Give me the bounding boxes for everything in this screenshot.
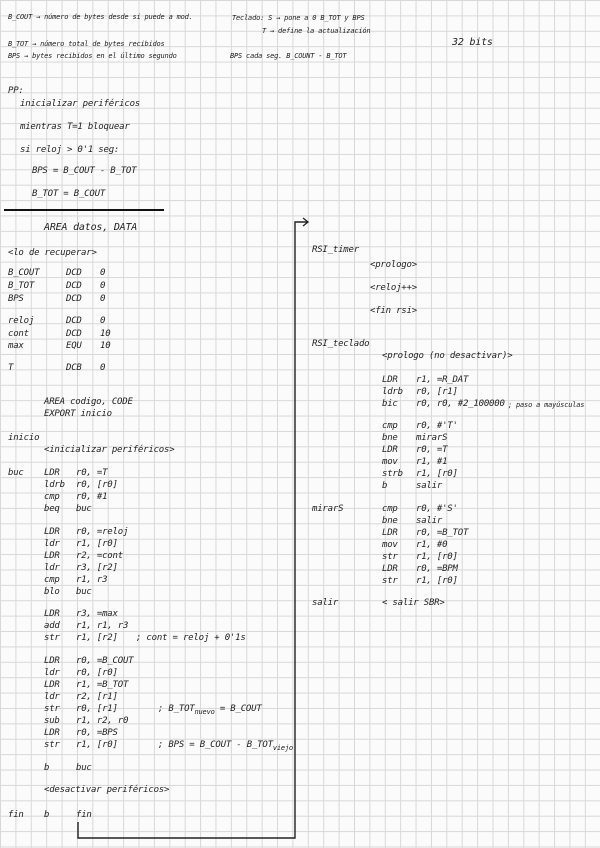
comment-btot-sub: nuevo bbox=[194, 707, 215, 716]
kbd-args: r0, =B_TOT bbox=[416, 528, 469, 538]
comment-bps-main: ; BPS = B_COUT - B_TOT bbox=[158, 740, 273, 750]
data-op: DCD bbox=[66, 329, 82, 339]
comment-bps-sub: viejo bbox=[272, 743, 293, 752]
code-args: r1, r1, r3 bbox=[76, 621, 129, 631]
buc-label: buc bbox=[8, 468, 24, 478]
kbd-args: r1, #0 bbox=[416, 540, 448, 550]
code-args: r1, [r0] bbox=[76, 539, 118, 549]
kbd-op: bic bbox=[382, 399, 398, 409]
salir-label: salir bbox=[312, 598, 339, 608]
data-area-header: AREA datos, DATA bbox=[44, 222, 138, 233]
code-op: blo bbox=[44, 587, 60, 597]
code-area-header: AREA codigo, CODE bbox=[44, 397, 133, 407]
code-args: r0, [r1] bbox=[76, 704, 118, 714]
code-args: r2, =cont bbox=[76, 551, 123, 561]
fin-op: b bbox=[44, 810, 50, 820]
desactivar-peripherals: <desactivar periféricos> bbox=[44, 785, 170, 795]
note-b-tot: B_TOT → número total de bytes recibidos bbox=[8, 40, 165, 48]
kbd-args: r1, [r0] bbox=[416, 552, 458, 562]
kbd-op: LDR bbox=[382, 564, 398, 574]
kbd-op: bne bbox=[382, 433, 398, 443]
rsi-timer-line: <reloj++> bbox=[370, 283, 417, 293]
code-op: str bbox=[44, 740, 60, 750]
code-op: add bbox=[44, 621, 60, 631]
pp-label: PP: bbox=[8, 86, 24, 96]
kbd-op: LDR bbox=[382, 445, 398, 455]
fin-label: fin bbox=[8, 810, 24, 820]
note-teclado-s: Teclado: S → pone a 0 B_TOT y BPS bbox=[232, 14, 365, 22]
code-op: beq bbox=[44, 504, 60, 514]
code-op: cmp bbox=[44, 575, 60, 585]
data-op: EQU bbox=[66, 341, 82, 351]
data-op: DCD bbox=[66, 294, 82, 304]
code-op: LDR bbox=[44, 680, 60, 690]
data-op: DCD bbox=[66, 281, 82, 291]
kbd-args: r1, =R_DAT bbox=[416, 375, 469, 385]
code-args: buc bbox=[76, 763, 92, 773]
data-val: 0 bbox=[100, 281, 106, 291]
data-val: 0 bbox=[100, 294, 106, 304]
kbd-args: salir bbox=[416, 481, 443, 491]
code-op: ldr bbox=[44, 563, 60, 573]
kbd-op: bne bbox=[382, 516, 398, 526]
data-op: DCB bbox=[66, 363, 82, 373]
kbd-op: str bbox=[382, 576, 398, 586]
data-op: DCD bbox=[66, 268, 82, 278]
code-op: str bbox=[44, 704, 60, 714]
kbd-op: strb bbox=[382, 469, 403, 479]
data-val: 10 bbox=[100, 341, 111, 351]
code-args: r1, r3 bbox=[76, 575, 108, 585]
code-op: LDR bbox=[44, 527, 60, 537]
code-op: LDR bbox=[44, 551, 60, 561]
kbd-op: cmp bbox=[382, 504, 398, 514]
code-args: r3, =max bbox=[76, 609, 118, 619]
kbd-args: mirarS bbox=[416, 433, 448, 443]
note-b-cout: B_COUT → número de bytes desde si puede a mod. bbox=[8, 13, 193, 21]
recuperar-note: <lo de recuperar> bbox=[8, 248, 97, 258]
kbd-args: r1, #1 bbox=[416, 457, 448, 467]
data-label: B_TOT bbox=[8, 281, 35, 291]
kbd-op: LDR bbox=[382, 375, 398, 385]
code-args: r2, [r1] bbox=[76, 692, 118, 702]
inicio-label: inicio bbox=[8, 433, 40, 443]
code-args: r0, #1 bbox=[76, 492, 108, 502]
code-op: cmp bbox=[44, 492, 60, 502]
pp-line: B_TOT = B_COUT bbox=[32, 189, 106, 199]
fin-arg: fin bbox=[76, 810, 92, 820]
code-op: ldr bbox=[44, 692, 60, 702]
note-teclado-t: T → define la actualización bbox=[262, 27, 371, 35]
section-divider bbox=[4, 209, 164, 211]
kbd-args: r0, r0, #2_100000 bbox=[416, 399, 505, 409]
code-args: r0, =reloj bbox=[76, 527, 129, 537]
code-args: r1, =B_TOT bbox=[76, 680, 129, 690]
pp-line: si reloj > 0'1 seg: bbox=[20, 145, 120, 155]
code-op: str bbox=[44, 633, 60, 643]
kbd-args: r0, #'T' bbox=[416, 421, 458, 431]
data-label: BPS bbox=[8, 294, 24, 304]
kbd-args: salir bbox=[416, 516, 443, 526]
code-op: LDR bbox=[44, 656, 60, 666]
comment-bps bbox=[158, 740, 293, 752]
comment-cont: ; cont = reloj + 0'1s bbox=[136, 633, 246, 643]
rsi-timer-line: <fin rsi> bbox=[370, 306, 417, 316]
salir-text: < salir SBR> bbox=[382, 598, 445, 608]
pp-line: BPS = B_COUT - B_TOT bbox=[32, 166, 137, 176]
rsi-timer-label: RSI_timer bbox=[312, 245, 359, 255]
data-val: 0 bbox=[100, 268, 106, 278]
kbd-args: r1, [r0] bbox=[416, 576, 458, 586]
kbd-op: mov bbox=[382, 540, 398, 550]
pp-line: inicializar periféricos bbox=[20, 99, 141, 109]
comment-mayus: ; paso a mayúsculas bbox=[508, 401, 585, 409]
pp-line: mientras T=1 bloquear bbox=[20, 122, 130, 132]
code-args: r0, =BPS bbox=[76, 728, 118, 738]
code-op: ldrb bbox=[44, 480, 65, 490]
rsi-timer-line: <prologo> bbox=[370, 260, 417, 270]
data-label: cont bbox=[8, 329, 29, 339]
code-op: LDR bbox=[44, 609, 60, 619]
kbd-args: r0, =BPM bbox=[416, 564, 458, 574]
code-op: b bbox=[44, 763, 50, 773]
code-args: r0, [r0] bbox=[76, 668, 118, 678]
code-args: r0, [r0] bbox=[76, 480, 118, 490]
note-bits: 32 bits bbox=[452, 37, 493, 48]
code-args: buc bbox=[76, 587, 92, 597]
code-args: r3, [r2] bbox=[76, 563, 118, 573]
kbd-op: b bbox=[382, 481, 388, 491]
kbd-op: str bbox=[382, 552, 398, 562]
code-args: r0, =B_COUT bbox=[76, 656, 134, 666]
kbd-op: LDR bbox=[382, 528, 398, 538]
code-args: r1, [r0] bbox=[76, 740, 118, 750]
init-peripherals: <inicializar periféricos> bbox=[44, 445, 175, 455]
code-op: sub bbox=[44, 716, 60, 726]
data-label: B_COUT bbox=[8, 268, 40, 278]
code-args: r1, [r2] bbox=[76, 633, 118, 643]
kbd-args: r1, [r0] bbox=[416, 469, 458, 479]
note-bps-cada-seg: BPS cada seg. B_COUNT - B_TOT bbox=[230, 52, 347, 60]
code-op: ldr bbox=[44, 668, 60, 678]
data-op: DCD bbox=[66, 316, 82, 326]
kbd-op: cmp bbox=[382, 421, 398, 431]
data-val: 0 bbox=[100, 363, 106, 373]
data-label: max bbox=[8, 341, 24, 351]
rsi-teclado-prologo: <prologo (no desactivar)> bbox=[382, 351, 513, 361]
kbd-args: r0, [r1] bbox=[416, 387, 458, 397]
code-op: ldr bbox=[44, 539, 60, 549]
code-args: r1, r2, r0 bbox=[76, 716, 129, 726]
data-label: T bbox=[8, 363, 14, 373]
kbd-op: mov bbox=[382, 457, 398, 467]
kbd-args: r0, #'S' bbox=[416, 504, 458, 514]
code-args: r0, =T bbox=[76, 468, 108, 478]
kbd-op: ldrb bbox=[382, 387, 403, 397]
code-args: buc bbox=[76, 504, 92, 514]
data-label: reloj bbox=[8, 316, 35, 326]
kbd-args: r0, =T bbox=[416, 445, 448, 455]
mirar-s-label: mirarS bbox=[312, 504, 344, 514]
note-bps: BPS → bytes recibidos en el último segundo bbox=[8, 52, 177, 60]
data-val: 0 bbox=[100, 316, 106, 326]
data-val: 10 bbox=[100, 329, 111, 339]
code-op: LDR bbox=[44, 468, 60, 478]
comment-btot-rest: = B_COUT bbox=[219, 704, 262, 714]
code-op: LDR bbox=[44, 728, 60, 738]
comment-btot-main: ; B_TOT bbox=[158, 704, 195, 714]
rsi-teclado-label: RSI_teclado bbox=[312, 339, 370, 349]
comment-btot bbox=[158, 704, 262, 716]
export-line: EXPORT inicio bbox=[44, 409, 112, 419]
